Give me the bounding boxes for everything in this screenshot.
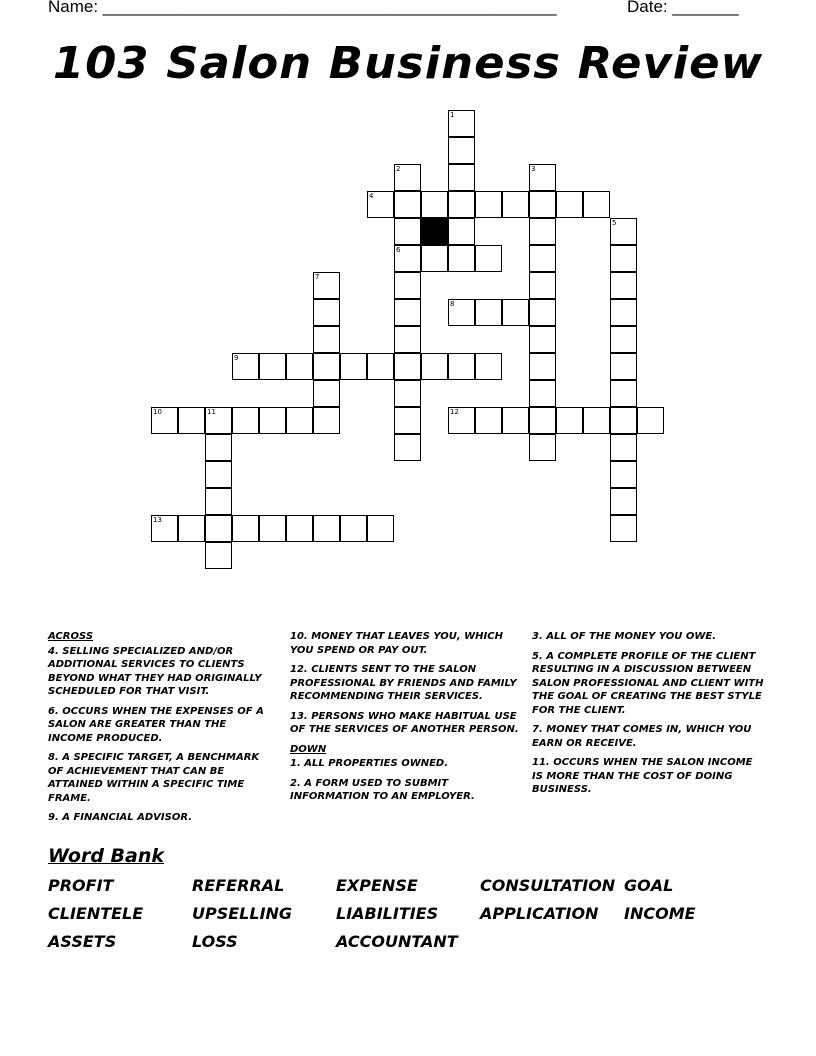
grid-cell[interactable] xyxy=(475,191,502,218)
grid-cell[interactable] xyxy=(367,515,394,542)
grid-cell[interactable] xyxy=(529,434,556,461)
grid-cell[interactable] xyxy=(367,353,394,380)
grid-cell[interactable] xyxy=(448,164,475,191)
grid-cell[interactable] xyxy=(151,407,178,434)
grid-cell[interactable] xyxy=(448,353,475,380)
grid-cell[interactable] xyxy=(502,191,529,218)
word-bank-item: LOSS xyxy=(192,932,238,951)
grid-cell[interactable] xyxy=(637,407,664,434)
grid-cell[interactable] xyxy=(313,299,340,326)
date-field[interactable]: Date: _______ xyxy=(627,0,739,16)
word-bank-item: ASSETS xyxy=(48,932,117,951)
word-bank-title: Word Bank xyxy=(48,845,165,867)
grid-cell[interactable] xyxy=(151,515,178,542)
grid-cell[interactable] xyxy=(178,407,205,434)
grid-cell[interactable] xyxy=(529,218,556,245)
clue-down-7: 7. MONEY THAT COMES IN, WHICH YOU EARN OR RECEIVE. xyxy=(532,724,752,749)
grid-cell[interactable] xyxy=(610,488,637,515)
word-bank-item: REFERRAL xyxy=(192,876,285,895)
grid-cell[interactable] xyxy=(610,407,637,434)
grid-cell[interactable] xyxy=(475,245,502,272)
grid-cell[interactable] xyxy=(448,245,475,272)
grid-cell[interactable] xyxy=(205,542,232,569)
clue-down-2: 2. A FORM USED TO SUBMIT INFORMATION TO AN EMPLOYER. xyxy=(290,777,475,802)
clue-across-8: 8. A SPECIFIC TARGET, A BENCHMARK OF ACHIEVEMENT THAT CAN BE ATTAINED WITHIN A SPECIFIC TIME FRAME. xyxy=(48,752,260,804)
grid-cell[interactable] xyxy=(610,461,637,488)
grid-cell[interactable] xyxy=(394,191,421,218)
grid-cell[interactable] xyxy=(529,407,556,434)
grid-cell[interactable] xyxy=(313,353,340,380)
grid-cell[interactable] xyxy=(394,299,421,326)
grid-cell[interactable] xyxy=(205,488,232,515)
grid-cell[interactable] xyxy=(448,191,475,218)
grid-cell[interactable] xyxy=(610,380,637,407)
word-bank-item: PROFIT xyxy=(48,876,114,895)
grid-cell[interactable] xyxy=(394,353,421,380)
grid-cell[interactable] xyxy=(421,191,448,218)
clues-column-2 xyxy=(290,630,525,810)
grid-cell[interactable] xyxy=(205,515,232,542)
clue-number: 6 xyxy=(396,246,401,254)
grid-cell[interactable] xyxy=(502,407,529,434)
across-heading: ACROSS xyxy=(48,631,94,642)
clue-across-4: 4. SELLING SPECIALIZED AND/OR ADDITIONAL SERVICES TO CLIENTS BEYOND WHAT THEY HAD ORIGINALLY SCHEDULED FOR THAT VISIT. xyxy=(48,645,262,697)
grid-cell[interactable] xyxy=(394,272,421,299)
grid-cell[interactable] xyxy=(394,407,421,434)
grid-cell[interactable] xyxy=(448,218,475,245)
grid-cell[interactable] xyxy=(232,407,259,434)
clue-number: 11 xyxy=(207,408,216,416)
grid-cell[interactable] xyxy=(394,245,421,272)
clue-number: 9 xyxy=(234,354,239,362)
grid-cell[interactable] xyxy=(475,299,502,326)
grid-cell[interactable] xyxy=(529,245,556,272)
grid-cell[interactable] xyxy=(610,218,637,245)
grid-cell[interactable] xyxy=(394,326,421,353)
word-bank-item: INCOME xyxy=(624,904,696,923)
grid-cell[interactable] xyxy=(610,245,637,272)
word-bank-item: CLIENTELE xyxy=(48,904,144,923)
clue-across-12: 12. CLIENTS SENT TO THE SALON PROFESSIONAL BY FRIENDS AND FAMILY RECOMMENDING THEIR SERVICES. xyxy=(290,664,517,702)
grid-cell[interactable] xyxy=(529,164,556,191)
clues-column-1 xyxy=(48,630,273,831)
word-bank-item: ACCOUNTANT xyxy=(336,932,458,951)
clue-number: 8 xyxy=(450,300,455,308)
grid-cell[interactable] xyxy=(448,407,475,434)
grid-cell[interactable] xyxy=(340,515,367,542)
grid-cell[interactable] xyxy=(394,164,421,191)
grid-cell[interactable] xyxy=(610,353,637,380)
grid-cell[interactable] xyxy=(529,191,556,218)
grid-cell[interactable] xyxy=(232,515,259,542)
grid-cell[interactable] xyxy=(313,515,340,542)
grid-cell[interactable] xyxy=(367,191,394,218)
grid-cell[interactable] xyxy=(556,407,583,434)
clue-across-9: 9. A FINANCIAL ADVISOR. xyxy=(48,812,193,823)
grid-cell[interactable] xyxy=(394,380,421,407)
clue-down-5: 5. A COMPLETE PROFILE OF THE CLIENT RESULTING IN A DISCUSSION BETWEEN SALON PROFESSIONAL AND CLIENT WITH THE GOAL OF CREATING THE BEST STYLE FOR THE CLIENT. xyxy=(532,650,764,716)
name-field[interactable]: Name: ________________________________________________ xyxy=(48,0,557,16)
grid-cell[interactable] xyxy=(259,407,286,434)
grid-cell[interactable] xyxy=(610,326,637,353)
grid-cell[interactable] xyxy=(556,191,583,218)
clue-number: 5 xyxy=(612,219,617,227)
grid-cell[interactable] xyxy=(205,461,232,488)
word-bank-item: APPLICATION xyxy=(480,904,599,923)
grid-cell[interactable] xyxy=(421,245,448,272)
grid-cell[interactable] xyxy=(529,353,556,380)
word-bank-item: GOAL xyxy=(624,876,674,895)
grid-block xyxy=(421,218,448,245)
page-title: 103 Salon Business Review xyxy=(52,38,764,89)
clue-number: 7 xyxy=(315,273,320,281)
grid-cell[interactable] xyxy=(313,272,340,299)
grid-cell[interactable] xyxy=(475,353,502,380)
grid-cell[interactable] xyxy=(475,407,502,434)
grid-cell[interactable] xyxy=(583,191,610,218)
grid-cell[interactable] xyxy=(205,407,232,434)
down-heading: DOWN xyxy=(290,743,327,755)
grid-cell[interactable] xyxy=(205,434,232,461)
grid-cell[interactable] xyxy=(583,407,610,434)
grid-cell[interactable] xyxy=(448,137,475,164)
grid-cell[interactable] xyxy=(286,407,313,434)
grid-cell[interactable] xyxy=(394,218,421,245)
clues-column-3 xyxy=(532,630,764,803)
clue-down-1: 1. ALL PROPERTIES OWNED. xyxy=(290,758,449,769)
word-bank-item: CONSULTATION xyxy=(480,876,616,895)
word-bank-item: EXPENSE xyxy=(336,876,418,895)
clue-number: 3 xyxy=(531,165,536,173)
grid-cell[interactable] xyxy=(259,353,286,380)
clue-number: 12 xyxy=(450,408,459,416)
grid-cell[interactable] xyxy=(529,299,556,326)
grid-cell[interactable] xyxy=(610,272,637,299)
grid-cell[interactable] xyxy=(529,380,556,407)
word-bank-item: LIABILITIES xyxy=(336,904,439,923)
clue-number: 2 xyxy=(396,165,401,173)
clue-number: 13 xyxy=(153,516,162,524)
grid-cell[interactable] xyxy=(286,353,313,380)
grid-cell[interactable] xyxy=(394,434,421,461)
clue-down-11: 11. OCCURS WHEN THE SALON INCOME IS MORE THAN THE COST OF DOING BUSINESS. xyxy=(532,757,753,795)
clue-across-13: 13. PERSONS WHO MAKE HABITUAL USE OF THE SERVICES OF ANOTHER PERSON. xyxy=(290,710,519,735)
grid-cell[interactable] xyxy=(313,380,340,407)
grid-cell[interactable] xyxy=(448,299,475,326)
grid-cell[interactable] xyxy=(178,515,205,542)
grid-cell[interactable] xyxy=(610,434,637,461)
grid-cell[interactable] xyxy=(448,110,475,137)
grid-cell[interactable] xyxy=(610,515,637,542)
grid-cell[interactable] xyxy=(286,515,313,542)
clue-across-10: 10. MONEY THAT LEAVES YOU, WHICH YOU SPEND OR PAY OUT. xyxy=(290,631,503,656)
word-bank-item: UPSELLING xyxy=(192,904,293,923)
grid-cell[interactable] xyxy=(610,299,637,326)
clue-across-6: 6. OCCURS WHEN THE EXPENSES OF A SALON ARE GREATER THAN THE INCOME PRODUCED. xyxy=(48,705,264,744)
grid-cell[interactable] xyxy=(313,326,340,353)
grid-cell[interactable] xyxy=(529,272,556,299)
grid-cell[interactable] xyxy=(259,515,286,542)
grid-cell[interactable] xyxy=(421,353,448,380)
clue-number: 10 xyxy=(153,408,162,416)
grid-cell[interactable] xyxy=(502,299,529,326)
clue-number: 4 xyxy=(369,192,374,200)
grid-cell[interactable] xyxy=(529,326,556,353)
clue-down-3: 3. ALL OF THE MONEY YOU OWE. xyxy=(532,631,717,642)
grid-cell[interactable] xyxy=(232,353,259,380)
grid-cell[interactable] xyxy=(340,353,367,380)
clue-number: 1 xyxy=(450,111,455,119)
grid-cell[interactable] xyxy=(313,407,340,434)
